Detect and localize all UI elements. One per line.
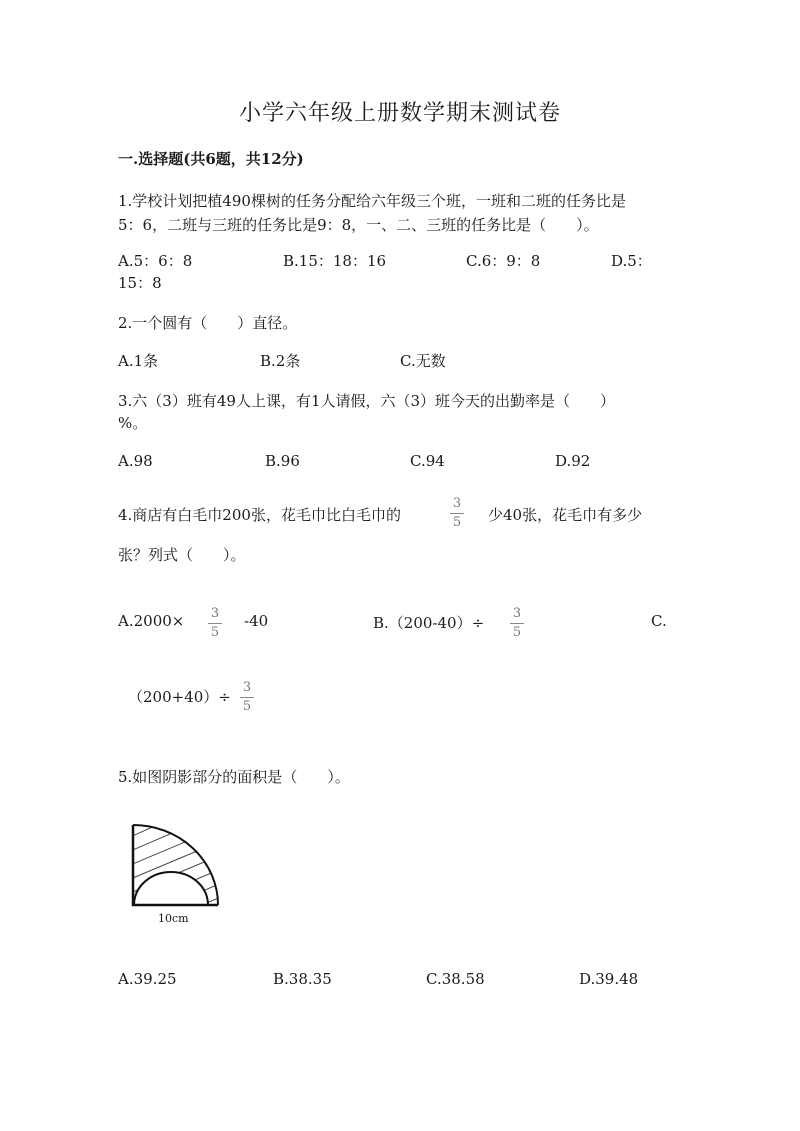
fraction-denominator: 5: [452, 515, 462, 530]
q4-option-a-suffix: -40: [244, 612, 269, 630]
fraction-numerator: 3: [242, 680, 252, 695]
q4-fraction: [449, 496, 465, 531]
q5-option-b: B.38.35: [273, 970, 332, 988]
q4-option-a-fraction: [207, 606, 223, 641]
q2-option-b: B.2条: [260, 352, 301, 370]
q4-option-a-prefix: A.2000×: [118, 612, 185, 630]
fraction-bar: [240, 697, 254, 698]
q5-option-a: A.39.25: [118, 970, 177, 988]
page-title: 小学六年级上册数学期末测试卷: [238, 101, 561, 126]
q5-option-d: D.39.48: [579, 970, 639, 988]
q5-option-c: C.38.58: [426, 970, 485, 988]
q2-option-c: C.无数: [400, 352, 446, 370]
fraction-bar: [510, 623, 524, 624]
q4-line1-a: 4.商店有白毛巾200张，花毛巾比白毛巾的: [118, 506, 401, 524]
q4-option-c-fraction: [239, 680, 255, 715]
q1-option-d-cont: 15：8: [118, 274, 162, 292]
q4-line2: 张？列式（ ）。: [118, 546, 246, 564]
figure-label: 10cm: [158, 912, 189, 925]
q3-option-c: C.94: [410, 452, 445, 470]
fraction-denominator: 5: [242, 699, 252, 714]
q1-option-b: B.15：18：16: [283, 252, 387, 270]
fraction-denominator: 5: [210, 625, 220, 640]
q2-text: 2.一个圆有（ ）直径。: [118, 314, 298, 332]
q5-text: 5.如图阴影部分的面积是（ ）。: [118, 768, 350, 786]
q4-option-b-prefix: B.（200-40）÷: [373, 614, 485, 632]
q3-line1: 3.六（3）班有49人上课，有1人请假，六（3）班今天的出勤率是（ ）: [118, 392, 616, 410]
q4-option-b-fraction: [509, 606, 525, 641]
q4-line1-b: 少40张，花毛巾有多少: [488, 506, 643, 524]
fraction-numerator: 3: [452, 496, 462, 511]
q4-option-c-prefix: （200+40）÷: [128, 688, 231, 706]
fraction-denominator: 5: [512, 625, 522, 640]
q1-option-c: C.6：9：8: [466, 252, 541, 270]
q3-line2: %。: [118, 414, 148, 432]
q3-option-a: A.98: [118, 452, 153, 470]
q3-option-d: D.92: [555, 452, 591, 470]
fraction-numerator: 3: [512, 606, 522, 621]
fraction-bar: [208, 623, 222, 624]
q1-option-d: D.5：: [611, 252, 652, 270]
section-heading: 一.选择题(共6题，共12分): [118, 150, 304, 168]
fraction-bar: [450, 513, 464, 514]
shaded-area-figure: [128, 820, 228, 934]
q1-line2: 5：6，二班与三班的任务比是9：8，一、二、三班的任务比是（ ）。: [118, 216, 599, 234]
fraction-numerator: 3: [210, 606, 220, 621]
q1-line1: 1.学校计划把植490棵树的任务分配给六年级三个班，一班和二班的任务比是: [118, 192, 626, 210]
q3-option-b: B.96: [265, 452, 300, 470]
q4-option-c-label: C.: [651, 612, 667, 630]
q1-option-a: A.5：6：8: [118, 252, 193, 270]
q2-option-a: A.1条: [118, 352, 159, 370]
